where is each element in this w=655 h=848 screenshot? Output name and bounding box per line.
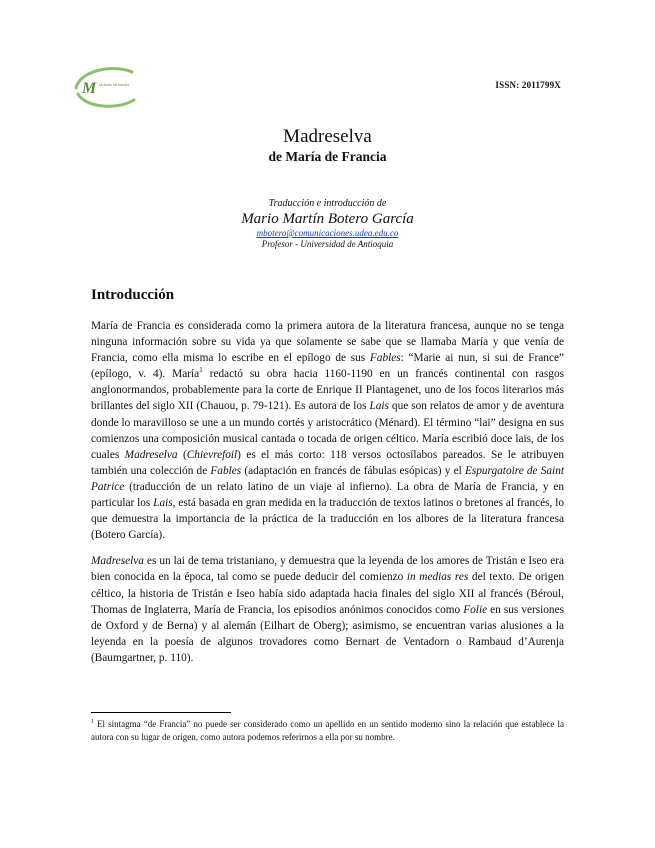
footnote-marker: 1 <box>91 719 94 725</box>
page-subtitle: de María de Francia <box>268 149 387 164</box>
logo-text-1: Mutatis Mutandis <box>99 82 130 87</box>
footnote-divider <box>91 712 231 713</box>
footnote <box>91 718 564 744</box>
translation-label: Traducción e introducción de <box>268 198 387 209</box>
author-email-link[interactable]: mbotero@comunicaciones.udea.edu.co <box>256 228 399 238</box>
paragraph-1: María de Francia es considerada como la primera autora de la literatura francesa, aunque no se tenga ninguna información sobre su vida ya que solamente se sabe que se llamaba María y que venía de Francia, como ella misma lo escribe en el epílogo de sus Fables: “Marie ai nun, si sui de France” (epílogo, v. 4). María$^1$ redactó su obra hacia 1160-1190 en un francés continental con rasgos anglonormandos, probablemente para la corte de Enrique II Plantagenet, uno de los focos literarios más brillantes del siglo XII (Chauou, p. 79-121). Es autora de los Lais que son relatos de amor y de aventura donde lo maravilloso se une a un mundo cortés y aristocrático (Ménard). El término “lai” designa en sus comienzos una composición musical cantada o tocada de origen céltico. María escribió doce lais, de los cuales Madreselva (Chievrefoil) es el más corto: 118 versos octosílabos pareados. Se le atribuyen también una colección de Fables (adaptación en francés de fábulas esópicas) y el Espurgatoire de Saint Patrice (traducción de un relato latino de un viaje al infierno). La obra de María de Francia, y en particular los Lais, está basada en gran medida en la traducción de textos latinos o bretones al francés, lo que demuestra la importancia de la práctica de la traducción en los albores de la literatura francesa (Botero García). <box>91 320 564 542</box>
issn: ISSN: 2011799X <box>495 80 561 90</box>
author-affiliation: Profesor - Universidad de Antioquia <box>261 238 394 249</box>
svg-text:M: M <box>82 80 97 97</box>
journal-logo <box>70 62 140 112</box>
footnote-text: El sintagma “de Francia” no puede ser considerado como un apellido en un sentido moderno sino la relación que establece la autora con su lugar de origen, como autora podemos referirnos a ella por su nombre. <box>91 719 564 743</box>
body-text <box>91 318 564 676</box>
page-title: Madreselva <box>283 126 372 147</box>
journal-logo-icon <box>70 62 140 112</box>
footnote-ref[interactable]: 1 <box>199 365 203 375</box>
paragraph-2: Madreselva es un lai de tema tristaniano, y demuestra que la leyenda de los amores de Tristán e Iseo era bien conocida en la época, tal como se puede deducir del comienzo in medias res del texto. De origen céltico, la historia de Tristán e Iseo había sido adaptada hacia finales del siglo XII al francés (Béroul, Thomas de Inglaterra, María de Francia, los episodios anónimos conocidos como Folie en sus versiones de Oxford y de Berna) y al alemán (Eilhart de Oberg); asimismo, se encuentran varias alusiones a la leyenda en la poesía de algunos trovadores como Bernart de Ventadorn o Rambaud d’Aurenja (Baumgartner, p. 110). <box>91 555 565 664</box>
author-name: Mario Martín Botero García <box>241 211 414 227</box>
byline <box>0 198 655 250</box>
section-heading: Introducción <box>91 287 175 303</box>
